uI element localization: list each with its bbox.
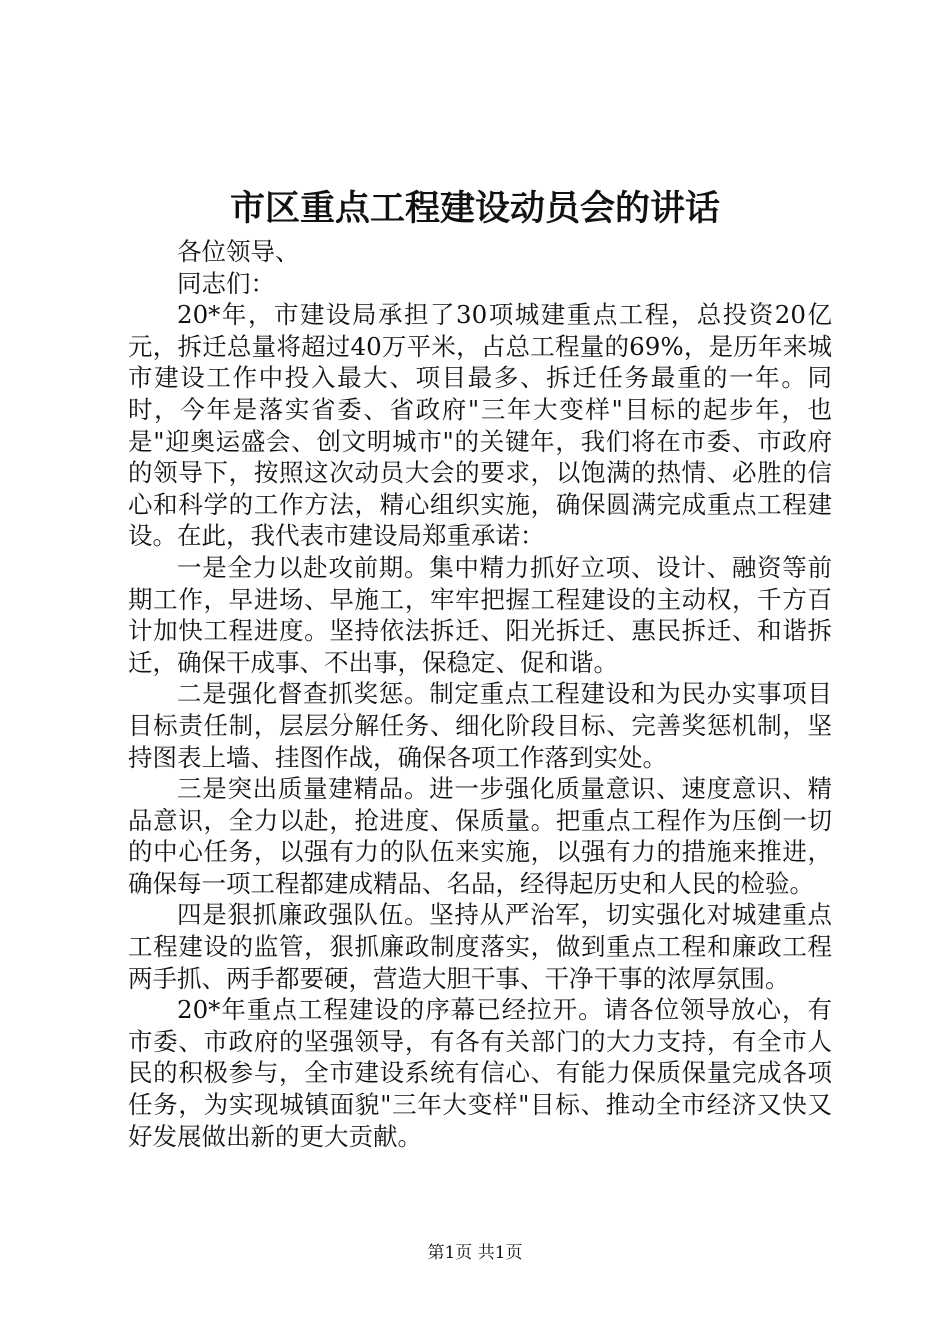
body-paragraph: 一是全力以赴攻前期。集中精力抓好立项、设计、融资等前期工作，早进场、早施工，牢牢把握工程建设的主动权，千方百计加快工程进度。坚持依法拆迁、阳光拆迁、惠民拆迁、和谐拆迁，确保干成事、不出事，保稳定、促和谐。 (128, 552, 832, 677)
salutation-line: 同志们： (177, 268, 275, 298)
page-footer: 第1页 共1页 (427, 1243, 523, 1263)
body-paragraph: 二是强化督查抓奖惩。制定重点工程建设和为民办实事项目目标责任制，层层分解任务、细化阶段目标、完善奖惩机制，坚持图表上墙、挂图作战，确保各项工作落到实处。 (128, 679, 832, 772)
body-paragraph: 20*年重点工程建设的序幕已经拉开。请各位领导放心，有市委、市政府的坚强领导，有各有关部门的大力支持，有全市人民的积极参与，全市建设系统有信心、有能力保质保量完成各项任务，为实现城镇面貌"三年大变样"目标、推动全市经济又快又好发展做出新的更大贡献。 (128, 995, 832, 1151)
document-title: 市区重点工程建设动员会的讲话 (229, 188, 720, 229)
document-body (128, 236, 832, 1152)
body-paragraph: 四是狠抓廉政强队伍。坚持从严治军，切实强化对城建重点工程建设的监管，狠抓廉政制度落实，做到重点工程和廉政工程两手抓、两手都要硬，营造大胆干事、干净干事的浓厚氛围。 (128, 900, 832, 993)
body-paragraph: 三是突出质量建精品。进一步强化质量意识、速度意识、精品意识，全力以赴，抢进度、保质量。把重点工程作为压倒一切的中心任务，以强有力的队伍来实施，以强有力的措施来推进，确保每一项工程都建成精品、名品，经得起历史和人民的检验。 (128, 774, 832, 898)
salutation-line: 各位领导、 (177, 237, 300, 266)
body-paragraph: 20*年，市建设局承担了30项城建重点工程，总投资20亿元，拆迁总量将超过40万平米，占总工程量的69%，是历年来城市建设工作中投入最大、项目最多、拆迁任务最重的一年。同时，今年是落实省委、省政府"三年大变样"目标的起步年，也是"迎奥运盛会、创文明城市"的关键年，我们将在市委、市政府的领导下，按照这次动员大会的要求，以饱满的热情、必胜的信心和科学的工作方法，精心组织实施，确保圆满完成重点工程建设。在此，我代表市建设局郑重承诺： (128, 300, 832, 551)
